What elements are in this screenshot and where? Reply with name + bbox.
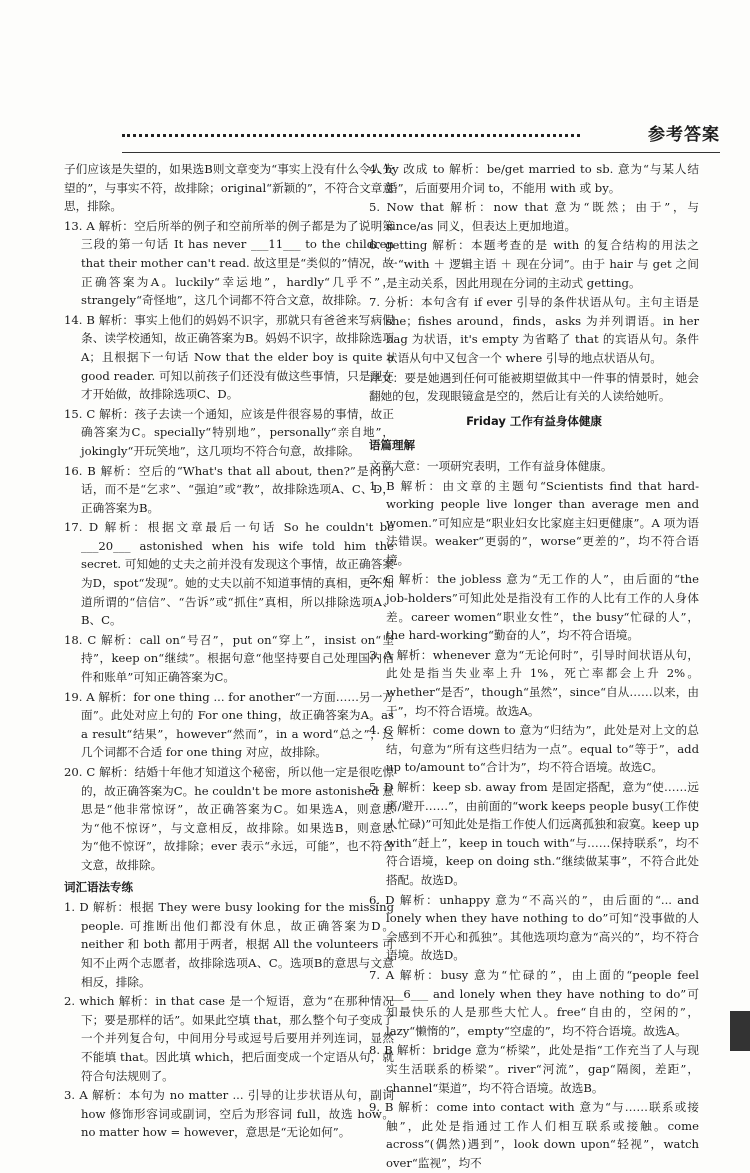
answer-entry: 19. A 解析：for one thing ... for another“一方面……另一方面”。此处对应上句的 For one thing，故正确答案为A。as a result“结果”，however“然而”，in a word“总之”，这几个词都不合适 for one thing 对应，故排除。 [64, 689, 394, 760]
answer-entry: 18. C 解析：call on“号召”，put on“穿上”，insist on“坚持”，keep on“继续”。根据句意“他坚持要自己处理国内信件和账单”可知正确答案为C。 [64, 632, 394, 685]
section-heading: 语篇理解 [369, 438, 415, 453]
day-heading: Friday 工作有益身体健康 [466, 413, 602, 428]
answer-entry: 4. C 解析：come down to 意为“归结为”，此处是对上文的总结，句意为“所有这些归结为一点”。equal to“等于”，add up to/amount to“合计为”，均不符合语境。故选C。 [369, 723, 699, 775]
answer-entry: 文章大意：一项研究表明，工作有益身体健康。 [369, 458, 613, 473]
answer-entry: 17. D 解析：根据文章最后一句话 So he couldn't be ___20___ astonished when his wife told him the secret. 可知她的丈夫之前并没有发现这个事情，故正确答案为D，spot“发现”。她的丈夫以前不知道事情的真相，更不知道所谓的“信信”、“告诉”或“抓住”真相，所以排除选项A、B、C。 [64, 520, 394, 628]
answer-entry: 6. D 解析：unhappy 意为“不高兴的”，由后面的“... and lonely when they have nothing to do”可知“没事做的人会感到不开心和孤独”。其他选项均意为“高兴的”，均不符合语境。故选D。 [369, 892, 699, 963]
answer-entry: 子们应该是失望的，如果选B则文章变为“事实上没有什么令人失望的”，与事实不符，故排除；original“新颖的”，不符合文章意思，排除。 [64, 162, 394, 214]
dotted-divider [122, 134, 580, 137]
answer-entry: 7. 分析：本句含有 if ever 引导的条件状语从句。主句主语是 she；fishes around，finds，asks 为并列谓语。in her bag 为状语，it's empty 为省略了 that 的宾语从句。条件状语从句中又包含一个 where 引导的地点状语从句。 [369, 295, 699, 365]
answer-entry: 20. C 解析：结婚十年他才知道这个秘密，所以他一定是很吃惊的，故正确答案为C。he couldn't be more astonished 意思是“他非常惊讶”，故正确答案为C。如果选A，则意思为“他不惊讶”，与文意相反，故排除。如果选B，则意思为“他不惊讶”，故排除；ever 表示“永远，可能”，也不符合文意，故排除。 [64, 765, 394, 872]
answer-entry: 15. C 解析：孩子去读一个通知，应该是件很容易的事情，故正确答案为C。specially“特别地”，personally“亲自地”，jokingly“开玩笑地”，这几项均不符合句意，故排除。 [64, 406, 394, 458]
answer-entry: 3. A 解析：whenever 意为“无论何时”，引导时间状语从句，此处是指当失业率上升 1%，死亡率都会上升 2%。whether“是否”，though“虽然”，since“自从……以来，由于”，均不符合语境。故选A。 [369, 647, 699, 718]
answer-entry: 6. getting 解析：本题考查的是 with 的复合结构的用法之一“with ＋ 逻辑主语 ＋ 现在分词”。由于 hair 与 get 之间是主动关系，因此用现在分词的主动式 getting。 [369, 238, 699, 290]
answer-entry: 13. A 解析：空后所举的例子和空前所举的例子都是为了说明第三段的第一句话 It has never ___11___ to the children that their mother can't read. 故这里是“类似的”情况，故正确答案为A。luckily“幸运地”，hardly“几乎不”，strangely“奇怪地”，这几个词都不符合文意，故排除。 [64, 218, 394, 308]
right-column [369, 160, 699, 1173]
section-heading: 词汇语法专练 [64, 879, 133, 894]
answer-entry: 2. C 解析：the jobless 意为“无工作的人”，由后面的“the job-holders”可知此处是指没有工作的人比有工作的人身体差。career women“职业女性”，the busy“忙碌的人”，the hard-working“勤奋的人”，均不符合语境。 [369, 572, 699, 643]
page-edge-tab [730, 1011, 750, 1051]
answer-entry: 16. B 解析：空后的“What's that all about, then?”是问的话，而不是“乞求”、“强迫”或“教”，故排除选项A、C、D，正确答案为B。 [64, 463, 394, 515]
answer-entry: 14. B 解析：事实上他们的妈妈不识字，那就只有爸爸来写病假条、读学校通知，故正确答案为B。妈妈不识字，故排除选项A；且根据下一句话 Now that the elder boy is quite a good reader. 可知以前孩子们还没有做这些事情，只是现在才开始做，故排除选项C、D。 [64, 312, 394, 402]
answer-entry: 9. B 解析：come into contact with 意为“与……联系或接触”，此处是指通过工作人们相互联系或接触。come across“(偶然)遇到”，look down upon“轻视”，watch over“监视”，均不 [369, 1100, 699, 1170]
answer-entry: 1. B 解析：由文章的主题句“Scientists find that hard-working people live longer than average men and women.”可知应是“职业妇女比家庭主妇更健康”。A 项为语法错误。weaker“更弱的”，worse“更差的”，均不符合语境。 [369, 478, 699, 567]
answer-entry: 2. which 解析：in that case 是一个短语，意为“在那种情况下；要是那样的话”。如果此空填 that，那么整个句子变成了一个并列复合句，中间用分号或逗号后要用并列连词，显然不能填 that。因此填 which，把后面变成一个定语从句，就符合句法规则了。 [64, 994, 394, 1083]
header-title: 参考答案 [648, 125, 720, 145]
page-header [52, 120, 720, 150]
answer-entry: 5. Now that 解析：now that 意为“既然；由于”，与 since/as 同义，但表达上更加地道。 [369, 200, 699, 233]
answer-entry: 译文：要是她遇到任何可能被期望做其中一件事的情景时，她会翻她的包，发现眼镜盒是空的，然后让有关的人读给她听。 [369, 370, 699, 404]
answer-entry: 1. D 解析：根据 They were busy looking for the missing people. 可推断出他们都没有休息，故正确答案为D。neither 和 both 都用于两者，根据 All the volunteers 可知不止两个志愿者，故排除选项A、C。选项B的意思与文意相反，排除。 [64, 900, 394, 989]
answer-entry: 8. B 解析：bridge 意为“桥梁”，此处是指“工作充当了人与现实生活联系的桥梁”。river“河流”，gap“隔阂，差距”，channel“渠道”，均不符合语境。故选B。 [369, 1043, 699, 1095]
answer-entry: 3. A 解析：本句为 no matter ... 引导的让步状语从句，副词 how 修饰形容词或副词，空后为形容词 full，故选 how。no matter how = however，意思是“无论如何”。 [64, 1088, 394, 1140]
answer-entry: 4. by 改成 to 解析：be/get married to sb. 意为“与某人结婚”，后面要用介词 to，不能用 with 或 by。 [369, 162, 699, 195]
answer-entry: 7. A 解析：busy 意为“忙碌的”，由上面的“people feel ___6___ and lonely when they have nothing to do”可知最快乐的人是那些大忙人。free“自由的，空闲的”，lazy“懒惰的”，empty“空虚的”，均不符合语境。故选A。 [369, 967, 699, 1038]
left-column [64, 160, 394, 1143]
answer-entry: 5. D 解析：keep sb. away from 是固定搭配，意为“使……远离/避开……”，由前面的“work keeps people busy(工作使人忙碌)”可知此处是指工作使人们远离孤独和寂寞。keep up with“赶上”，keep in touch with“与……保持联系”，均不符合语境，keep on doing sth.“继续做某事”，不符合此处搭配。故选D。 [369, 780, 699, 887]
header-rule [122, 152, 720, 153]
